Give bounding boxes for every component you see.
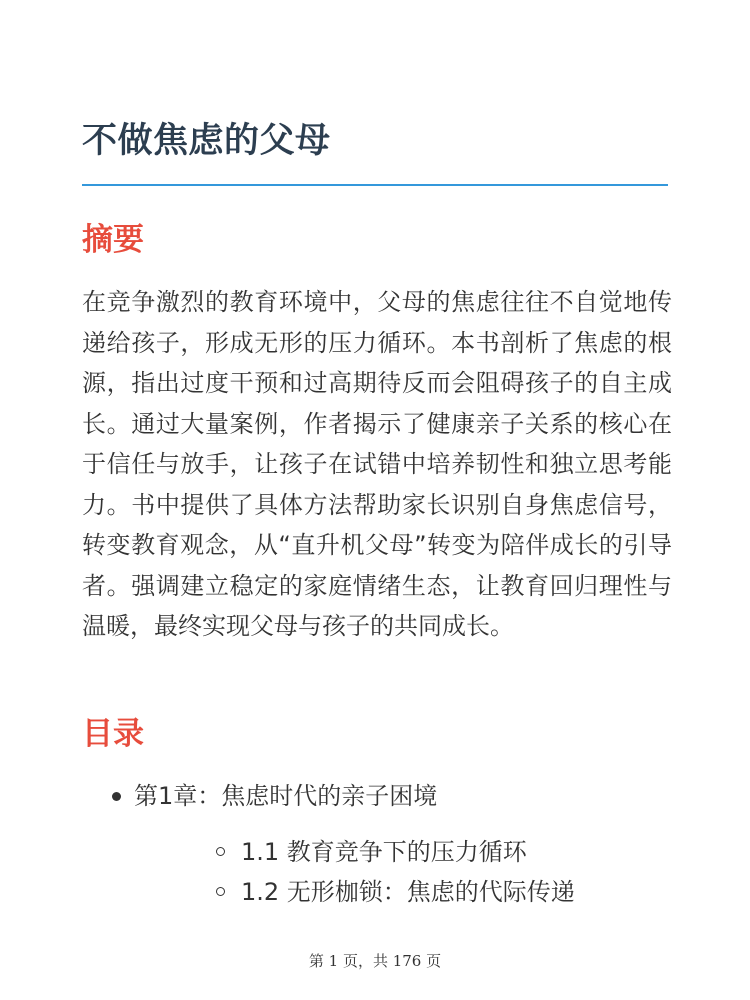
toc-section-1-2 — [134, 872, 668, 912]
hollow-bullet-icon — [216, 847, 225, 856]
toc-chapter-label: 第1章：焦虑时代的亲子困境 — [134, 782, 438, 810]
toc-sublist — [134, 832, 668, 912]
summary-heading: 摘要 — [82, 222, 144, 258]
toc-chapter-1 — [82, 776, 668, 912]
toc-section-label: 1.2 无形枷锁：焦虑的代际传递 — [241, 878, 575, 906]
toc-heading: 目录 — [82, 716, 144, 752]
page-number-footer: 第 1 页，共 176 页 — [308, 952, 442, 970]
bullet-icon — [112, 792, 121, 801]
summary-paragraph: 在竞争激烈的教育环境中，父母的焦虑往往不自觉地传递给孩子，形成无形的压力循环。本书剖析了焦虑的根源，指出过度干预和过高期待反而会阻碍孩子的自主成长。通过大量案例，作者揭示了健康亲子关系的核心在于信任与放手，让孩子在试错中培养韧性和独立思考能力。书中提供了具体方法帮助家长识别自身焦虑信号，转变教育观念，从“直升机父母”转变为陪伴成长的引导者。强调建立稳定的家庭情绪生态，让教育回归理性与温暖，最终实现父母与孩子的共同成长。 — [82, 288, 672, 640]
title-divider — [82, 184, 668, 186]
toc-list — [82, 776, 668, 912]
document-title: 不做焦虑的父母 — [82, 121, 331, 161]
document-page — [82, 0, 672, 1000]
toc-section-1-1 — [134, 832, 668, 872]
hollow-bullet-icon — [216, 887, 225, 896]
toc-section-label: 1.1 教育竞争下的压力循环 — [241, 838, 527, 866]
